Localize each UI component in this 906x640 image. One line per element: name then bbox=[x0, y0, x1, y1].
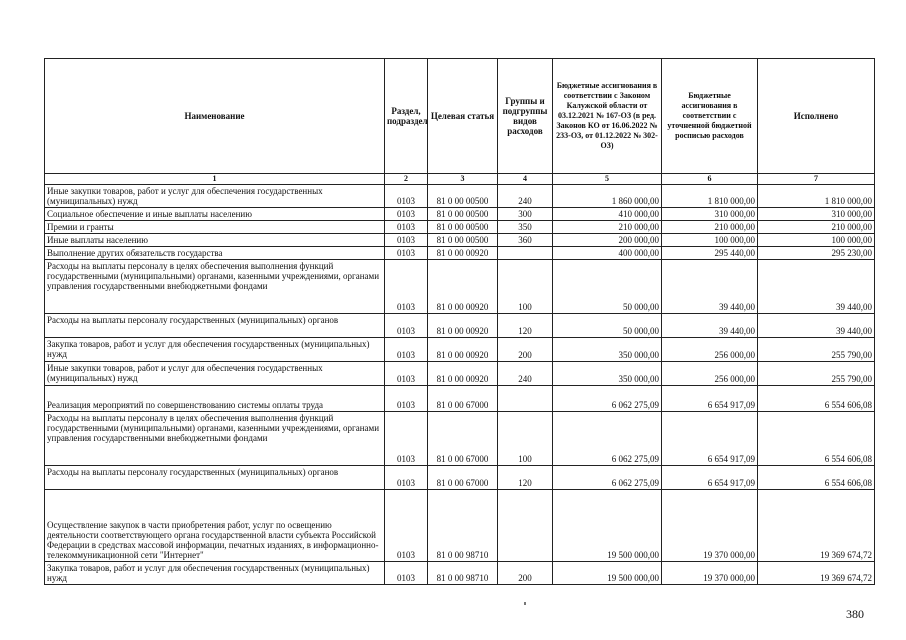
row-name: Закупка товаров, работ и услуг для обеспечения государственных (муниципальных) нужд bbox=[45, 562, 385, 585]
row-budget-revised: 1 810 000,00 bbox=[662, 185, 758, 208]
row-budget-revised: 210 000,00 bbox=[662, 221, 758, 234]
scan-artifact bbox=[524, 602, 526, 605]
row-name: Социальное обеспечение и иные выплаты населению bbox=[45, 208, 385, 221]
row-target: 81 0 00 00920 bbox=[428, 362, 498, 386]
row-name: Расходы на выплаты персоналу в целях обеспечения выполнения функций государственными (муниципальными) органами, казенными учреждениями, органами управления государственными внебюджетными фондами bbox=[45, 260, 385, 314]
row-target: 81 0 00 00500 bbox=[428, 234, 498, 247]
budget-table bbox=[44, 58, 875, 585]
row-budget-law: 210 000,00 bbox=[553, 221, 662, 234]
column-number: 6 bbox=[662, 174, 758, 185]
row-group: 100 bbox=[498, 260, 553, 314]
row-budget-revised: 6 654 917,09 bbox=[662, 386, 758, 412]
row-budget-law: 200 000,00 bbox=[553, 234, 662, 247]
header-name: Наименование bbox=[45, 59, 385, 174]
row-executed: 255 790,00 bbox=[758, 362, 875, 386]
column-number: 1 bbox=[45, 174, 385, 185]
row-target: 81 0 00 00920 bbox=[428, 247, 498, 260]
table-row bbox=[45, 412, 875, 466]
row-budget-law: 19 500 000,00 bbox=[553, 490, 662, 562]
row-section: 0103 bbox=[385, 466, 428, 490]
row-budget-law: 1 860 000,00 bbox=[553, 185, 662, 208]
table-row bbox=[45, 338, 875, 362]
row-target: 81 0 00 00920 bbox=[428, 338, 498, 362]
row-name: Осуществление закупок в части приобретения работ, услуг по освещению деятельности соответствующего органа государственной власти субъекта Российской Федерации в средствах массовой информации, печатных изданиях, в информационно-телекоммуникационной сети "Интернет" bbox=[45, 490, 385, 562]
row-budget-revised: 39 440,00 bbox=[662, 260, 758, 314]
row-section: 0103 bbox=[385, 338, 428, 362]
row-group: 120 bbox=[498, 466, 553, 490]
row-executed: 255 790,00 bbox=[758, 338, 875, 362]
row-group: 360 bbox=[498, 234, 553, 247]
row-section: 0103 bbox=[385, 208, 428, 221]
row-executed: 39 440,00 bbox=[758, 260, 875, 314]
header-section: Раздел, подраздел bbox=[385, 59, 428, 174]
table-row bbox=[45, 314, 875, 338]
row-name: Выполнение других обязательств государства bbox=[45, 247, 385, 260]
row-group: 200 bbox=[498, 338, 553, 362]
row-budget-revised: 19 370 000,00 bbox=[662, 562, 758, 585]
row-name: Иные выплаты населению bbox=[45, 234, 385, 247]
row-budget-law: 410 000,00 bbox=[553, 208, 662, 221]
table-row bbox=[45, 260, 875, 314]
table-row bbox=[45, 247, 875, 260]
row-executed: 19 369 674,72 bbox=[758, 562, 875, 585]
row-budget-revised: 6 654 917,09 bbox=[662, 466, 758, 490]
page-number: 380 bbox=[846, 607, 864, 621]
row-target: 81 0 00 00500 bbox=[428, 185, 498, 208]
row-budget-revised: 256 000,00 bbox=[662, 362, 758, 386]
row-budget-revised: 6 654 917,09 bbox=[662, 412, 758, 466]
row-section: 0103 bbox=[385, 412, 428, 466]
row-budget-law: 6 062 275,09 bbox=[553, 466, 662, 490]
row-group: 120 bbox=[498, 314, 553, 338]
row-executed: 310 000,00 bbox=[758, 208, 875, 221]
row-budget-law: 400 000,00 bbox=[553, 247, 662, 260]
row-budget-revised: 19 370 000,00 bbox=[662, 490, 758, 562]
column-number: 5 bbox=[553, 174, 662, 185]
row-target: 81 0 00 98710 bbox=[428, 562, 498, 585]
table-row bbox=[45, 562, 875, 585]
row-executed: 295 230,00 bbox=[758, 247, 875, 260]
header-executed: Исполнено bbox=[758, 59, 875, 174]
row-section: 0103 bbox=[385, 386, 428, 412]
column-number: 3 bbox=[428, 174, 498, 185]
row-section: 0103 bbox=[385, 490, 428, 562]
row-group: 240 bbox=[498, 362, 553, 386]
row-executed: 6 554 606,08 bbox=[758, 412, 875, 466]
row-name: Расходы на выплаты персоналу в целях обеспечения выполнения функций государственными (муниципальными) органами, казенными учреждениями, органами управления государственными внебюджетными фондами bbox=[45, 412, 385, 466]
header-target: Целевая статья bbox=[428, 59, 498, 174]
row-budget-revised: 256 000,00 bbox=[662, 338, 758, 362]
row-name: Расходы на выплаты персоналу государственных (муниципальных) органов bbox=[45, 314, 385, 338]
row-executed: 39 440,00 bbox=[758, 314, 875, 338]
row-budget-revised: 100 000,00 bbox=[662, 234, 758, 247]
row-target: 81 0 00 00500 bbox=[428, 221, 498, 234]
row-target: 81 0 00 00500 bbox=[428, 208, 498, 221]
row-executed: 6 554 606,08 bbox=[758, 386, 875, 412]
row-name: Премии и гранты bbox=[45, 221, 385, 234]
row-section: 0103 bbox=[385, 562, 428, 585]
row-target: 81 0 00 67000 bbox=[428, 386, 498, 412]
table-row bbox=[45, 221, 875, 234]
row-budget-law: 6 062 275,09 bbox=[553, 386, 662, 412]
row-executed: 100 000,00 bbox=[758, 234, 875, 247]
table-row bbox=[45, 185, 875, 208]
row-target: 81 0 00 67000 bbox=[428, 412, 498, 466]
row-executed: 1 810 000,00 bbox=[758, 185, 875, 208]
row-executed: 19 369 674,72 bbox=[758, 490, 875, 562]
column-number: 2 bbox=[385, 174, 428, 185]
row-target: 81 0 00 00920 bbox=[428, 314, 498, 338]
row-budget-revised: 39 440,00 bbox=[662, 314, 758, 338]
row-name: Иные закупки товаров, работ и услуг для обеспечения государственных (муниципальных) нужд bbox=[45, 185, 385, 208]
row-target: 81 0 00 98710 bbox=[428, 490, 498, 562]
row-group: 350 bbox=[498, 221, 553, 234]
column-number: 7 bbox=[758, 174, 875, 185]
row-section: 0103 bbox=[385, 260, 428, 314]
table-row bbox=[45, 362, 875, 386]
header-budget-law: Бюджетные ассигнования в соответствии с Законом Калужской области от 03.12.2021 № 167-ОЗ (в ред. Законов КО от 16.06.2022 № 233-ОЗ, от 01.12.2022 № 302-ОЗ) bbox=[553, 59, 662, 174]
row-group: 100 bbox=[498, 412, 553, 466]
row-group bbox=[498, 386, 553, 412]
column-number: 4 bbox=[498, 174, 553, 185]
row-section: 0103 bbox=[385, 221, 428, 234]
table-row bbox=[45, 490, 875, 562]
header-budget-revised: Бюджетные ассигнования в соответствии с уточненной бюджетной росписью расходов bbox=[662, 59, 758, 174]
row-name: Реализация мероприятий по совершенствованию системы оплаты труда bbox=[45, 386, 385, 412]
table-row bbox=[45, 386, 875, 412]
row-executed: 210 000,00 bbox=[758, 221, 875, 234]
row-section: 0103 bbox=[385, 314, 428, 338]
row-budget-law: 50 000,00 bbox=[553, 314, 662, 338]
row-name: Расходы на выплаты персоналу государственных (муниципальных) органов bbox=[45, 466, 385, 490]
table-row bbox=[45, 208, 875, 221]
row-section: 0103 bbox=[385, 362, 428, 386]
table-row bbox=[45, 234, 875, 247]
row-section: 0103 bbox=[385, 247, 428, 260]
table-header-row bbox=[45, 59, 875, 174]
row-budget-law: 50 000,00 bbox=[553, 260, 662, 314]
header-groups: Группы и подгруппы видов расходов bbox=[498, 59, 553, 174]
row-budget-law: 6 062 275,09 bbox=[553, 412, 662, 466]
row-group bbox=[498, 247, 553, 260]
row-target: 81 0 00 00920 bbox=[428, 260, 498, 314]
row-group bbox=[498, 490, 553, 562]
row-group: 200 bbox=[498, 562, 553, 585]
row-group: 300 bbox=[498, 208, 553, 221]
row-section: 0103 bbox=[385, 185, 428, 208]
row-name: Закупка товаров, работ и услуг для обеспечения государственных (муниципальных) нужд bbox=[45, 338, 385, 362]
row-group: 240 bbox=[498, 185, 553, 208]
row-name: Иные закупки товаров, работ и услуг для обеспечения государственных (муниципальных) нужд bbox=[45, 362, 385, 386]
row-section: 0103 bbox=[385, 234, 428, 247]
row-executed: 6 554 606,08 bbox=[758, 466, 875, 490]
row-budget-revised: 295 440,00 bbox=[662, 247, 758, 260]
row-budget-law: 350 000,00 bbox=[553, 338, 662, 362]
row-budget-revised: 310 000,00 bbox=[662, 208, 758, 221]
row-budget-law: 350 000,00 bbox=[553, 362, 662, 386]
column-number-row bbox=[45, 174, 875, 185]
row-budget-law: 19 500 000,00 bbox=[553, 562, 662, 585]
row-target: 81 0 00 67000 bbox=[428, 466, 498, 490]
table-row bbox=[45, 466, 875, 490]
